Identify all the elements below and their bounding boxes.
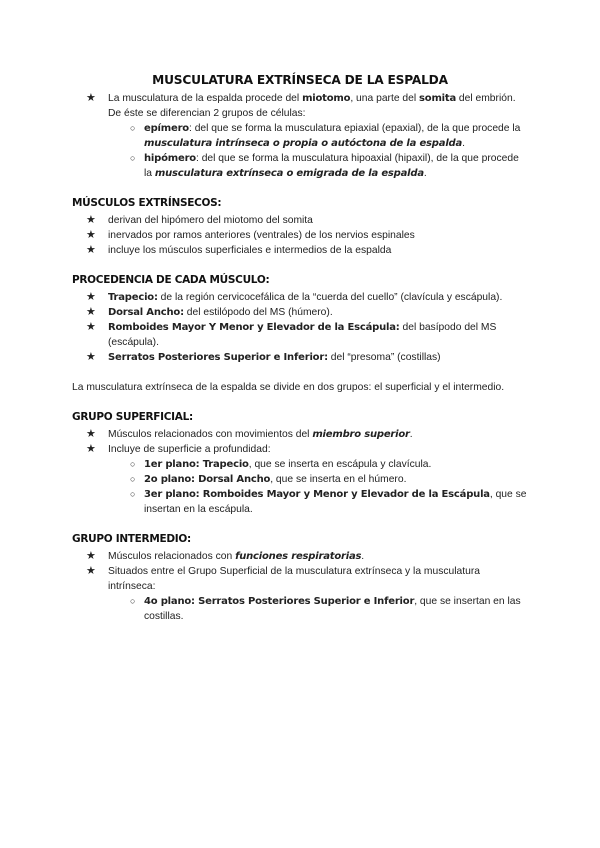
star-bullet-icon: ★: [86, 428, 96, 440]
section-heading: MÚSCULOS EXTRÍNSECOS:: [72, 197, 222, 209]
section-heading: PROCEDENCIA DE CADA MÚSCULO:: [72, 274, 270, 286]
star-bullet-icon: ★: [86, 321, 96, 333]
sublist-item: ○ 1er plano: Trapecio, que se inserta en escápula y clavícula.: [130, 459, 432, 470]
section-intermedio: [72, 532, 528, 624]
page-title: MUSCULATURA EXTRÍNSECA DE LA ESPALDA: [152, 73, 448, 87]
paragraph: La musculatura extrínseca de la espalda se divide en dos grupos: el superficial y el intermedio.: [72, 382, 505, 393]
star-bullet-icon: ★: [86, 443, 96, 455]
list-item: ★ Romboides Mayor Y Menor y Elevador de la Escápula: del basípodo del MS (escápula).: [86, 321, 497, 348]
star-bullet-icon: ★: [86, 306, 96, 318]
sublist-item: ○ hipómero: del que se forma la musculatura hipoaxial (hipaxil), de la que procede la musculatura extrínseca o emigrada de la espalda.: [130, 153, 519, 179]
list-item: ★ Trapecio: de la región cervicocefálica de la “cuerda del cuello” (clavícula y escápula).: [86, 291, 503, 303]
section-extrinsecos: [72, 196, 528, 258]
sublist-item: ○ 2o plano: Dorsal Ancho, que se inserta en el húmero.: [130, 474, 407, 485]
list-item: ★ incluye los músculos superficiales e intermedios de la espalda: [86, 244, 392, 256]
circle-bullet-icon: ○: [130, 596, 136, 606]
list-item: ★ derivan del hipómero del miotomo del somita: [86, 214, 313, 226]
sublist: [108, 594, 528, 624]
circle-bullet-icon: ○: [130, 474, 136, 484]
list-item: ★ inervados por ramos anteriores (ventrales) de los nervios espinales: [86, 229, 415, 241]
list-item: ★ Serratos Posteriores Superior e Inferior: del “presoma” (costillas): [86, 351, 441, 363]
circle-bullet-icon: ○: [130, 489, 136, 499]
section-procedencia: [72, 273, 528, 365]
sublist-item: ○ epímero: del que se forma la musculatura epiaxial (epaxial), de la que procede la musculatura intrínseca o propia o autóctona de la espalda.: [130, 123, 521, 149]
section-heading: GRUPO SUPERFICIAL:: [72, 411, 193, 423]
star-bullet-icon: ★: [86, 244, 96, 256]
star-bullet-icon: ★: [86, 229, 96, 241]
intro-list: [72, 91, 528, 181]
list-item: ★ Incluye de superficie a profundidad: ○ 1er plano: Trapecio, que se inserta en escápula y clavícula. ○ 2o plano: Dorsal Ancho, que se inserta en el húmero. ○ 3er plano: Romboides Mayor y Menor y Elevador de la Escápula, que se insertan en la escápula.: [86, 443, 527, 515]
star-bullet-icon: ★: [86, 351, 96, 363]
list-item: ★ Músculos relacionados con movimientos del miembro superior.: [86, 428, 413, 440]
circle-bullet-icon: ○: [130, 123, 136, 133]
sublist-item: ○ 3er plano: Romboides Mayor y Menor y Elevador de la Escápula, que se insertan en la escápula.: [130, 489, 527, 515]
star-bullet-icon: ★: [86, 214, 96, 226]
sublist: [108, 457, 528, 517]
sublist: [108, 121, 528, 181]
section-heading: GRUPO INTERMEDIO:: [72, 533, 191, 545]
list-item: ★ La musculatura de la espalda procede del miotomo, una parte del somita del embrión. De éste se diferencian 2 grupos de células: ○ epímero: del que se forma la musculatura epiaxial (epaxial), de la que procede la musculatura intrínseca o propia o autóctona de la espalda. ○ hipómero: del que se forma la musculatura hipoaxial (hipaxil), de la que procede la musculatura extrínseca o emigrada de la espalda.: [72, 91, 528, 181]
list-item: ★ Músculos relacionados con funciones respiratorias.: [86, 550, 365, 562]
circle-bullet-icon: ○: [130, 153, 136, 163]
sublist-item: ○ 4o plano: Serratos Posteriores Superior e Inferior, que se insertan en las costillas.: [130, 596, 521, 622]
list-item: ★ Situados entre el Grupo Superficial de la musculatura extrínseca y la musculatura intrínseca: ○ 4o plano: Serratos Posteriores Superior e Inferior, que se insertan en las costillas.: [72, 564, 528, 624]
star-bullet-icon: ★: [86, 291, 96, 303]
section-superficial: [72, 410, 528, 517]
circle-bullet-icon: ○: [130, 459, 136, 469]
star-bullet-icon: ★: [86, 565, 96, 577]
star-bullet-icon: ★: [86, 92, 96, 104]
star-bullet-icon: ★: [86, 550, 96, 562]
list-item: ★ Dorsal Ancho: del estilópodo del MS (húmero).: [86, 306, 333, 318]
